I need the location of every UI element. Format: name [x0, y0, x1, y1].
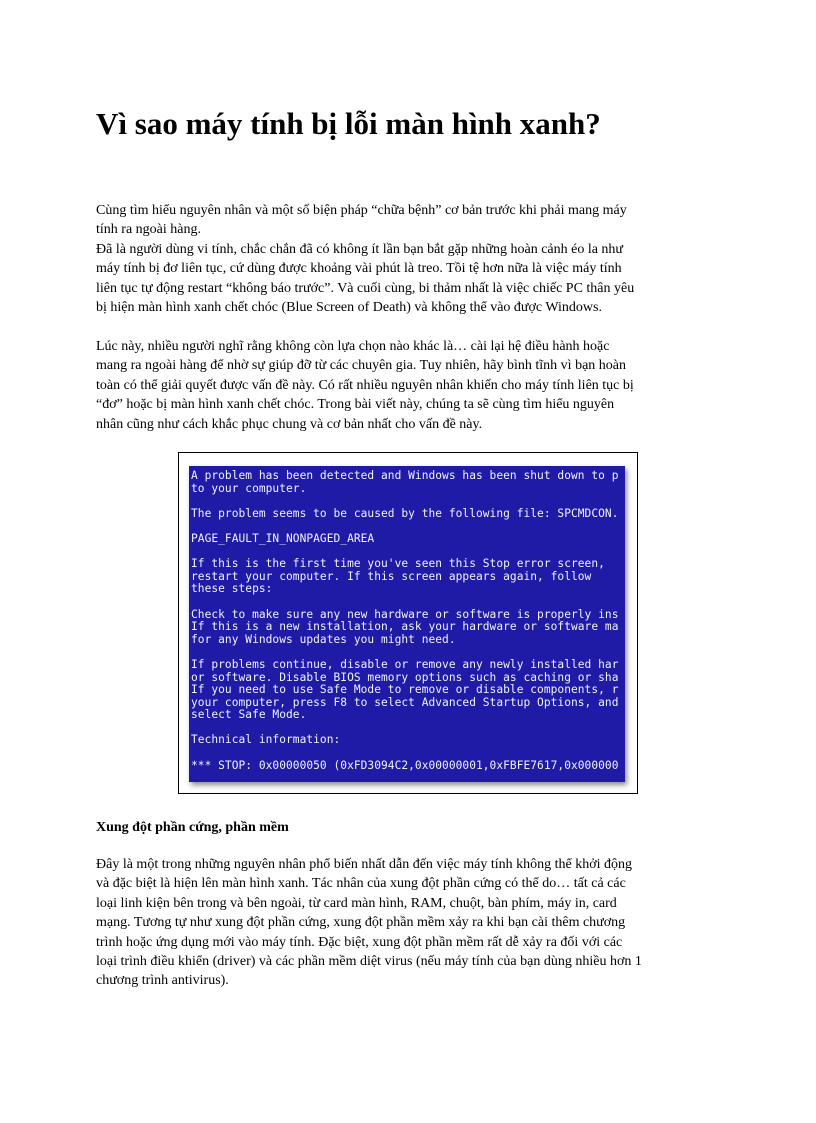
second-paragraph [96, 337, 722, 434]
paragraph-line: loại linh kiện bên trong và bên ngoài, từ card màn hình, RAM, chuột, bàn phím, máy in, card [96, 895, 617, 911]
bsod-text-line: If problems continue, disable or remove any newly installed har [191, 657, 619, 671]
bsod-text-line [191, 596, 618, 609]
bsod-text-line: Technical information: [191, 733, 341, 747]
paragraph-line: toàn có thể giải quyết được vấn đề này. Có rất nhiều nguyên nhân khiến cho máy tính liên tục bị [96, 377, 634, 393]
paragraph-line: và đặc biệt là hiện lên màn hình xanh. Tác nhân của xung đột phần cứng có thể do… tất cả các [96, 876, 626, 892]
bsod-text-line: A problem has been detected and Windows has been shut down to p [191, 469, 619, 482]
paragraph-line: mạng. Tương tự như xung đột phần cứng, xung đột phần mềm xảy ra khi bạn cài thêm chương [96, 915, 626, 931]
bsod-screenshot [189, 466, 625, 782]
paragraph-line: chương trình antivirus). [96, 973, 229, 989]
bsod-text-line: to your computer. [191, 481, 307, 495]
bsod-text-line: or software. Disable BIOS memory options such as caching or sha [191, 670, 619, 684]
paragraph-line: bị hiện màn hình xanh chết chóc (Blue Screen of Death) và không thể vào được Windows. [96, 300, 602, 316]
section-paragraph [96, 855, 722, 991]
bsod-text-line: these steps: [191, 582, 273, 596]
bsod-text-line: select Safe Mode. [191, 708, 307, 722]
bsod-text-line: *** STOP: 0x00000050 (0xFD3094C2,0x00000001,0xFBFE7617,0x000000 [191, 758, 619, 772]
paragraph-line: máy tính bị đơ liên tục, cứ dùng được khoảng vài phút là treo. Tồi tệ hơn nữa là việc máy tính [96, 261, 622, 277]
paragraph-line: mang ra ngoài hàng để nhờ sự giúp đỡ từ các chuyên gia. Tuy nhiên, hãy bình tĩnh vì bạn hoàn [96, 358, 627, 374]
paragraph-line: loại trình điều khiển (driver) và các phần mềm diệt virus (nếu máy tính của bạn dùng nhiều hơn 1 [96, 954, 642, 970]
paragraph-line: Đây là một trong những nguyên nhân phổ biến nhất dẫn đến việc máy tính không thể khởi động [96, 857, 633, 872]
bsod-text-line: If you need to use Safe Mode to remove or disable components, r [191, 683, 619, 697]
paragraph-line: liên tục tự động restart “không báo trước”. Và cuối cùng, bi thảm nhất là việc chiếc PC thân yêu [96, 280, 635, 296]
paragraph-line: Cùng tìm hiểu nguyên nhân và một số biện pháp “chữa bệnh” cơ bản trước khi phải mang máy [96, 203, 627, 218]
paragraph-line: Lúc này, nhiều người nghĩ rằng không còn lựa chọn nào khác là… cài lại hệ điều hành hoặc [96, 339, 610, 354]
bsod-text-line: for any Windows updates you might need. [191, 632, 456, 646]
bsod-figure-frame [178, 452, 638, 794]
paragraph-line: Đã là người dùng vi tính, chắc chắn đã có không ít lần bạn bắt gặp những hoàn cảnh éo la như [96, 241, 624, 257]
paragraph-line: tính ra ngoài hàng. [96, 222, 201, 238]
bsod-text-line: Check to make sure any new hardware or software is properly ins [191, 607, 619, 621]
bsod-text-line [191, 495, 618, 508]
bsod-text-line: The problem seems to be caused by the following file: SPCMDCON. [191, 506, 619, 520]
section-heading: Xung đột phần cứng, phần mềm [96, 820, 289, 835]
bsod-text-line: your computer, press F8 to select Advanced Startup Options, and [191, 695, 619, 709]
bsod-text-line: PAGE_FAULT_IN_NONPAGED_AREA [191, 531, 375, 545]
page-title: Vì sao máy tính bị lỗi màn hình xanh? [96, 106, 601, 141]
bsod-text-line [191, 747, 618, 760]
paragraph-line: “đơ” hoặc bị màn hình xanh chết chóc. Trong bài viết này, chúng ta sẽ cùng tìm hiểu nguyên [96, 397, 615, 413]
intro-paragraph [96, 201, 722, 317]
bsod-text-block [191, 470, 618, 772]
paragraph-line: nhân cũng như cách khắc phục chung và cơ bản nhất cho vấn đề này. [96, 416, 483, 432]
bsod-text-line: restart your computer. If this screen appears again, follow [191, 569, 592, 583]
paragraph-line: trình hoặc ứng dụng mới vào máy tính. Đặc biệt, xung đột phần mềm rất dễ xảy ra đối với các [96, 934, 623, 950]
bsod-text-line: If this is the first time you've seen this Stop error screen, [191, 557, 605, 571]
bsod-text-line: If this is a new installation, ask your hardware or software ma [191, 620, 619, 634]
